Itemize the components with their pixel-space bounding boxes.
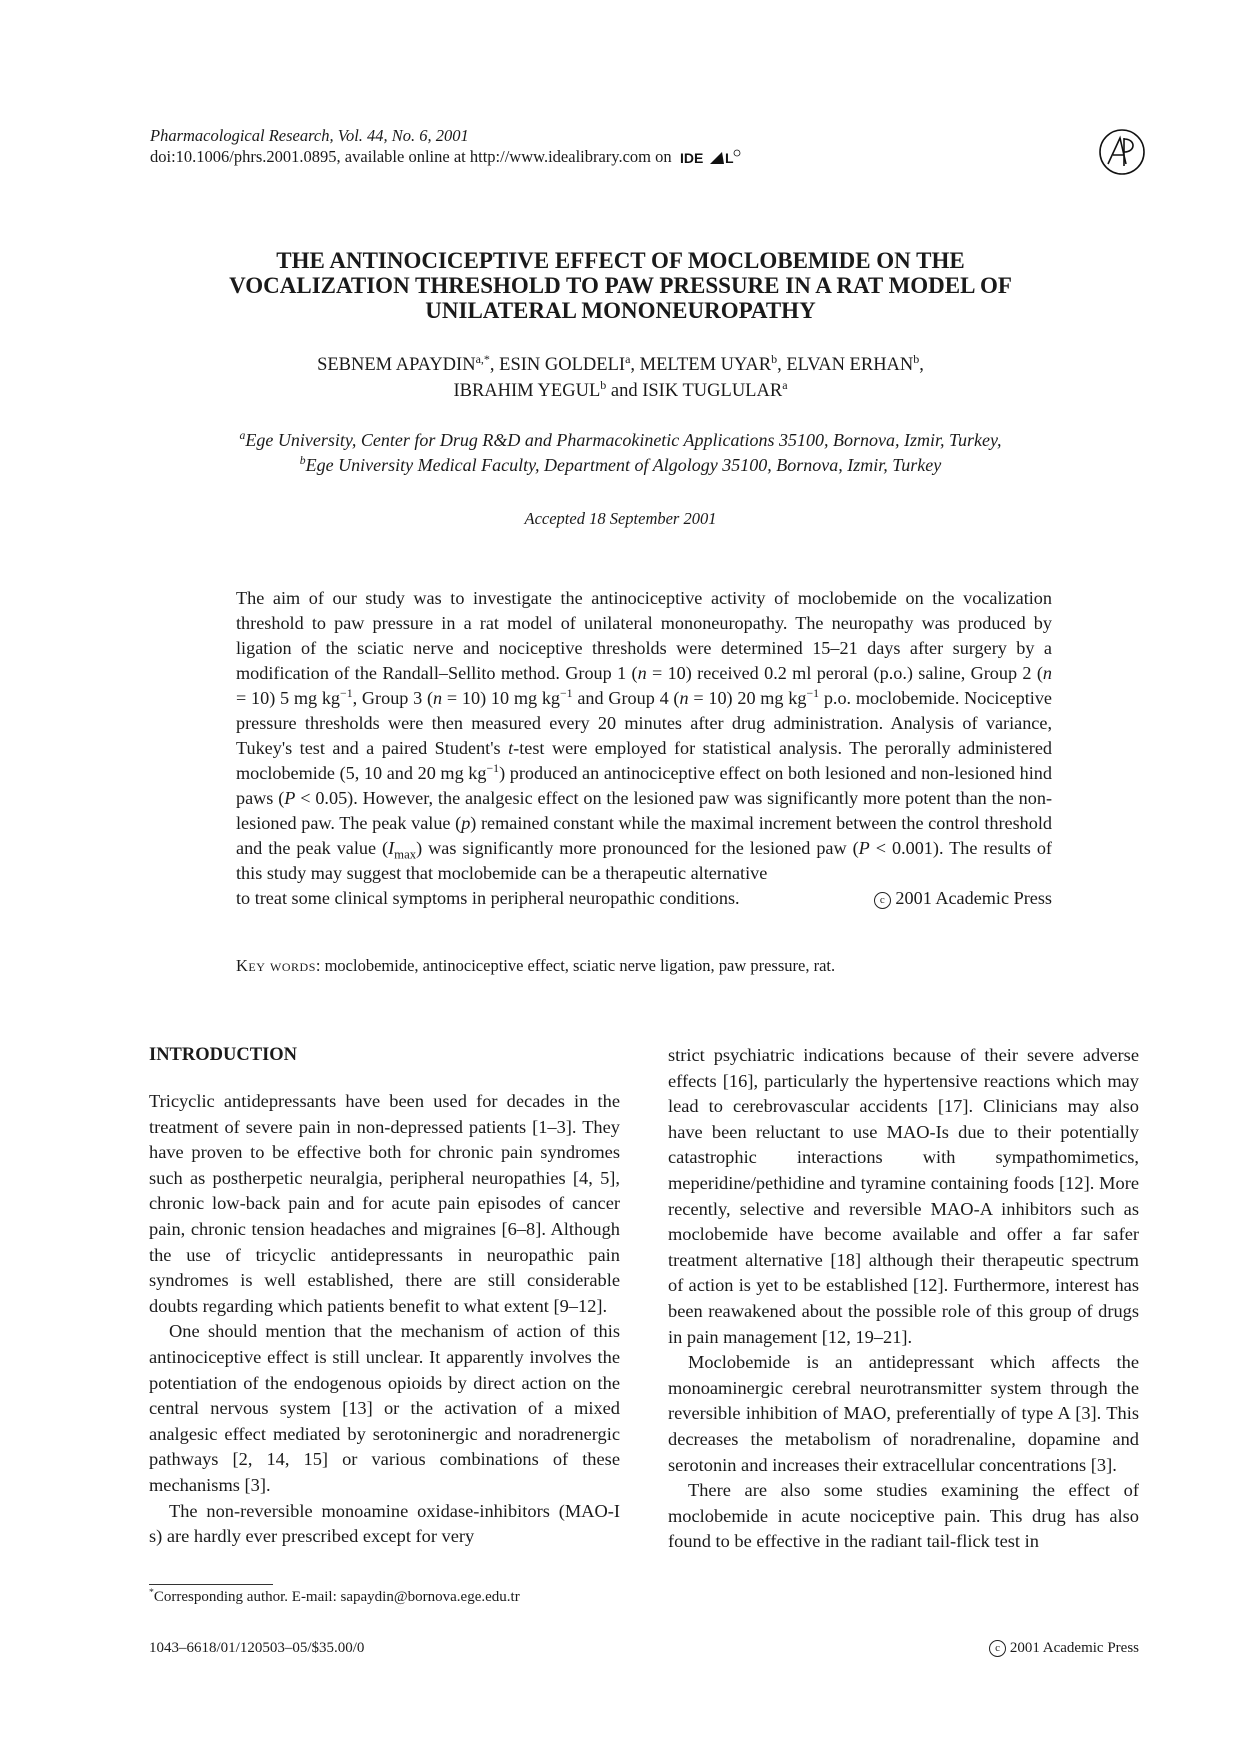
author-name: ELVAN ERHAN	[786, 355, 914, 375]
title-line-2: VOCALIZATION THRESHOLD TO PAW PRESSURE IN A RAT MODEL OF	[229, 273, 1012, 298]
author-name: MELTEM UYAR	[639, 355, 772, 375]
paragraph: The non-reversible monoamine oxidase-inhibitors (MAO-I s) are hardly ever prescribed except for very	[149, 1500, 620, 1547]
left-column	[149, 1043, 620, 1550]
footnote-text: Corresponding author. E-mail: sapaydin@bornova.ege.edu.tr	[153, 1589, 520, 1605]
keywords-text: : moclobemide, antinociceptive effect, sciatic nerve ligation, paw pressure, rat.	[315, 956, 836, 975]
affiliations	[150, 428, 1091, 478]
footnote-divider	[149, 1584, 273, 1585]
footer-copyright	[989, 1640, 1139, 1657]
author-sup: a	[625, 351, 631, 366]
ideal-logo-icon	[680, 149, 742, 167]
author-sup: a	[782, 377, 788, 392]
author-and: and	[610, 381, 638, 401]
author-sup: a,*	[475, 351, 490, 366]
affiliation-mark: a	[239, 429, 246, 442]
footnote	[149, 1589, 520, 1606]
accepted-date: Accepted 18 September 2001	[524, 509, 717, 528]
paragraph: One should mention that the mechanism of action of this antinociceptive effect is still unclear. It apparently involves the potentiation of the endogenous opioids by direct action on the central nervous system [13] or the activation of a mixed analgesic effect mediated by serotoninergic and noradrenergic pathways [2, 14, 15] or various combinations of these mechanisms [3].	[149, 1321, 620, 1495]
footer-copyright-text: 2001 Academic Press	[1009, 1640, 1139, 1656]
right-column	[668, 1043, 1139, 1555]
copyright-symbol: c	[874, 892, 891, 909]
journal-header	[150, 125, 742, 167]
author-name: SEBNEM APAYDIN	[317, 355, 476, 375]
svg-text:L: L	[724, 150, 734, 167]
abstract-body: The aim of our study was to investigate the antinociceptive activity of moclobemide on the vocalization threshold to paw pressure in a rat model of unilateral mononeuropathy. The neuropathy was produced by ligation of the sciatic nerve and nociceptive thresholds were determined 15–21 days after surgery by a modification of the Randall–Sellito method. Group 1 (n = 10) received 0.2 ml peroral (p.o.) saline, Group 2 (n = 10) 5 mg $kg^{-1}$, Group 3 (n = 10) 10 mg $kg^{-1}$ and Group 4 (n = 10) 20 mg $kg^{-1}$ p.o. moclobemide. Nociceptive pressure thresholds were then measured every 20 minutes after drug administration. Analysis of variance, Tukey's test and a paired Student's t-test were employed for statistical analysis. The perorally administered moclobemide (5, 10 and 20 mg $kg^{-1}$) produced an antinociceptive effect on both lesioned and non-lesioned hind paws (P < 0.05). However, the analgesic effect on the lesioned paw was significantly more potent than the non-lesioned paw. The peak value (p) remained constant while the maximal increment between the control threshold and the peak value $(I_{max})$ was significantly more pronounced for the lesioned paw (P < 0.001). The results of this study may suggest that moclobemide can be a therapeutic alternative	[236, 588, 1053, 883]
author-list	[150, 352, 1091, 404]
doi-line	[150, 146, 742, 167]
journal-citation: Pharmacological Research, Vol. 44, No. 6, 2001	[150, 126, 469, 145]
affiliation-text: Ege University Medical Faculty, Department of Algology 35100, Bornova, Izmir, Turkey	[305, 455, 942, 475]
author-line-2	[150, 378, 1091, 404]
footnote-mark: *	[149, 1587, 154, 1598]
paragraph: Moclobemide is an antidepressant which affects the monoaminergic cerebral neurotransmitter system through the reversible inhibition of MAO, preferentially of type A [3]. This decreases the metabolism of noradrenaline, dopamine and serotonin and increases their extracellular concentrations [3].	[668, 1352, 1139, 1475]
affiliation-mark: b	[299, 454, 306, 467]
title-line-3: UNILATERAL MONONEUROPATHY	[425, 298, 816, 323]
doi-text: doi:10.1006/phrs.2001.0895, available online at http://www.idealibrary.com on	[150, 147, 672, 166]
affiliation-text: Ege University, Center for Drug R&D and Pharmacokinetic Applications 35100, Bornova, Izmir, Turkey,	[245, 430, 1002, 450]
svg-text:IDE: IDE	[679, 150, 704, 167]
academic-press-logo-icon	[1098, 128, 1146, 176]
affiliation-b	[150, 453, 1091, 478]
author-name: IBRAHIM YEGUL	[453, 381, 601, 401]
author-name: ISIK TUGLULAR	[642, 381, 783, 401]
issn-code: 1043–6618/01/120503–05/$35.00/0	[149, 1640, 365, 1656]
abstract-closing: to treat some clinical symptoms in peripheral neuropathic conditions.	[236, 888, 740, 908]
paragraph: Tricyclic antidepressants have been used for decades in the treatment of severe pain in non-depressed patients [1–3]. They have proven to be effective both for chronic pain syndromes such as postherpetic neuralgia, peripheral neuropathies [4, 5], chronic low-back pain and for acute pain episodes of cancer pain, chronic tension headaches and migraines [6–8]. Although the use of tricyclic antidepressants in neuropathic pain syndromes is well established, there are still considerable doubts regarding which patients benefit to what extent [9–12].	[149, 1091, 620, 1316]
author-sup: b	[600, 377, 607, 392]
keywords	[236, 956, 1052, 976]
abstract-copyright: c 2001 Academic Press	[874, 886, 1052, 911]
author-sup: b	[913, 351, 920, 366]
abstract-last-line	[236, 886, 1052, 911]
author-line-1: SEBNEM $APAYDIN^{a,*}$, ESIN GOLDELI$^a$, MELTEM UYAR$^b$, ELVAN ERHAN$^b$,	[317, 351, 924, 375]
title-line-1: THE ANTINOCICEPTIVE EFFECT OF MOCLOBEMIDE ON THE	[276, 248, 965, 273]
abstract	[236, 586, 1052, 911]
paragraph: strict psychiatric indications because of their severe adverse effects [16], particularly the hypertensive reactions which may lead to cerebrovascular accidents [17]. Clinicians may also have been reluctant to use MAO-Is due to their potentially catastrophic interactions with sympathomimetics, meperidine/pethidine and tyramine containing foods [12]. More recently, selective and reversible MAO-A inhibitors such as moclobemide have become available and offer a far safer treatment alternative [18] although their therapeutic spectrum of action is yet to be established [12]. Furthermore, interest has been reawakened about the possible role of this group of drugs in pain management [12, 19–21].	[668, 1045, 1139, 1347]
author-name: ESIN GOLDELI	[499, 355, 626, 375]
section-heading-introduction: INTRODUCTION	[149, 1045, 298, 1065]
keywords-label: Key words	[236, 956, 316, 975]
paragraph: There are also some studies examining the effect of moclobemide in acute nociceptive pain. This drug has also found to be effective in the radiant tail-flick test in	[668, 1480, 1139, 1552]
author-sup: b	[771, 351, 778, 366]
affiliation-a	[150, 428, 1091, 453]
article-title	[150, 248, 1091, 323]
copyright-symbol: c	[989, 1640, 1006, 1657]
